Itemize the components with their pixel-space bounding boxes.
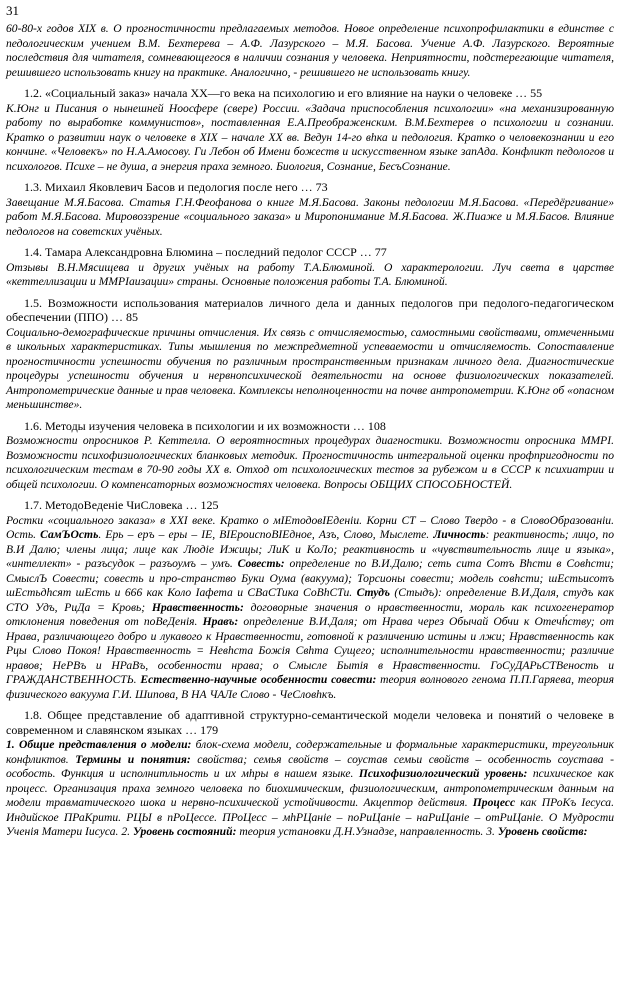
- toc-heading-1-7: 1.7. МетодоВеденiе ЧиСловека … 125: [24, 498, 219, 512]
- toc-body-1-6: Возможности опросников Р. Кеттелла. О вероятностных процедурах диагностики. Возможности опросника MMPI. Возможности психофизиологических бланковых методик. Прогностичность интегральной оценки профпригодности по психологическим тестам в 70-90 годы XX в. Отход от психологических тестов за рубежом и в СССР к психиатрии и общей психологии. О компенсаторных возможностях человека. Вопросы ОБЩИХ СПОСОБНОСТЕЙ.: [6, 434, 614, 491]
- toc-heading-1-5: 1.5. Возможности использования материалов личного дела и данных педологов при педолого-педагогическом обеспечении (ППО) … 85: [6, 295, 614, 324]
- page-number: 31: [6, 3, 19, 18]
- toc-body-1-7: Ростки «социального заказа» в XXI веке. Кратко о мIЕтодовIЕденiи. Корни СТ – Слово Твердо - в СловоОбразованiи. Ость. СамЪОсть. Ерь – еръ – еры – IE, ВIЕроисnоВIЕдное, Азъ, Слово, Мыслете. Личность: реактивность; лицо, по В.И Далю; члены лица; лице как Людiе Ижицы; ЛиК и КоЛо; реактивность и «чувствительность лице и языка», «интеллект» - разъсудок – разъоумъ – умъ. Совесть: определение по В.И.Далю; сеть сита Сотъ Вhсти в Совhсти; СмыслЪ Совести; совесть и про-странство Буки Оума (вакуума); Торсионы совести; модель совhсти; шЕстьисотъ шЕстьдhсят шЕсть и 666 как Коло Iафета и СВаСТика СоВhСТи. Студъ (Стыдъ): определение В.И.Даля, студъ как СТО Удъ, РиДа = Кровь; Нравственность: договорные значения о нравственности, мораль как психогенератор отклонения поведения от поВеДенiя. Нравъ: определение В.И.Даля; от Нрава через Обычай Обчи к Отечh́ству; от Нрава, различающего добро и лукавого к Нравственности, готовной к различению истины и лжи; Нравственность как Рцы Слово Покоя! Нравственность = Невhста Божiя Свhта Сущего; исполнительности нравственности; различие нравов; НеРВъ и НРаВъ, особенности нрава; о Смысле Бытiя в Нравственности. ГоСуДАРьСТВеность и ГРАЖДАНСТВЕННОСТЬ. Естественно-научные особенности совести: теория волнового генома П.П.Гаряева, теория физического вакуума Г.И. Шипова, В НА ЧАЛе Слово - ЧеСловhкъ.: [6, 513, 614, 701]
- toc-body-1-8: 1. Общие представления о модели: блок-схема модели, содержательные и формальные характеристики, треугольник конфликтов. Термины и понятия: свойства; семья свойств – соустав семьи свойств – особенность соустава - особость. Функция и исполнитльность и их мhры в нашем языке. Психофизиологический уровень: психическое как процесс. Организация праха земного человека по биохимическим, физиологическим, антропометрическим данным на модели травматического шока и нервно-психической устойчивости. Акцептор действия. Процесс как ПРоКъ Iесуса. Индийское ПРаКрити. РЦЫ в пРоЦессе. ПРоЦесс – мhРЦанiе – поРиЦанiе – наРиЦанiе – отРиЦанiе. О Мудрости Ученiя Матери Iисуса. 2. Уровень состояний: теория установки Д.Н.Узнадзе, направленность. 3. Уровень свойств:: [6, 738, 615, 838]
- toc-heading-1-3: 1.3. Михаил Яковлевич Басов и педология после него … 73: [24, 180, 328, 194]
- toc-body-1-4: Отзывы В.Н.Мясищева и других учёных на работу Т.А.Блюминой. О характерологии. Луч света в царстве «кеттеллизации и ММРIаизации» страны. Основные положения работы Т.А. Блюминой.: [6, 260, 614, 288]
- document-page: [0, 4, 620, 995]
- intro-paragraph: 60-80-х годов XIX в. О прогностичности предлагаемых методов. Новое определение психопрофилактики в единстве с педологическим учением В.М. Бехтерева – А.Ф. Лазурского – М.Я. Басова. Учение А.Ф. Лазурского. Вероятные последствия для читателя, сомневающегося в наличии сознания у человека. Неприятности, подстерегающие читателя, решившего использовать книгу на практике. Аналогично, - решившего не использовать книгу.: [6, 22, 614, 79]
- toc-body-1-2: К.Юнг и Писания о нынешней Ноосфере (свере) России. «Задача приспособления психологии» «на механизированную работу по выработке коммунистов», поставленная Е.А.Преображенским. В.М.Бехтерев о психологии и сознании. Кратко о развитии наук о человеке в XIX – начале XX вв. Ведун 14-го вhка и педология. Кратко о человекознании и его кончине. «Человекъ» по Н.А.Амосову. Ги Лебон об Имени божеств и искусственном языке запАда. Конфликт педологов и психологов. Психе – не душа, а энергия праха земного. Биология, Сознание, БесъСознание.: [6, 101, 614, 173]
- toc-heading-1-2: 1.2. «Социальный заказ» начала XX—го века на психологию и его влияние на науки о человеке … 55: [24, 86, 543, 100]
- toc-heading-1-6: 1.6. Методы изучения человека в психологии и их возможности … 108: [24, 418, 386, 433]
- toc-heading-1-8: 1.8. Общее представление об адаптивной структурно-семантической модели человека и понятий о человеке в современном и славянском языках … 179: [6, 708, 614, 737]
- toc-body-1-3: Завещание М.Я.Басова. Статья Г.Н.Феофанова о книге М.Я.Басова. Законы педологии М.Я.Басова. «Передёргивание» работ М.Я.Басова. Мировоззрение «социального заказа» и Миропонимание М.Я.Басова. Ж.Пиаже и М.Я.Басов. Влияние педологов на советских учёных.: [6, 195, 614, 238]
- toc-heading-1-4: 1.4. Тамара Александровна Блюмина – последний педолог СССР … 77: [24, 245, 387, 259]
- toc-body-1-5: Социально-демографические причины отчисления. Их связь с отчисляемостью, самостными свойствами, отмеченными в школьных характеристиках. Типы мышления по межпредметной успеваемости и отчисляемость. Сопоставление прогностичности успешности обучения по различным пространственным признакам личного дела. Диагностические процедуры успешности обучения и нервнопсихической деятельности на основе физиологических показателей. Антропометрические данные и прав человека. Комплексы неполноценности на почве антропометрии. К.Юнг об «опасном меньшинстве».: [6, 325, 614, 411]
